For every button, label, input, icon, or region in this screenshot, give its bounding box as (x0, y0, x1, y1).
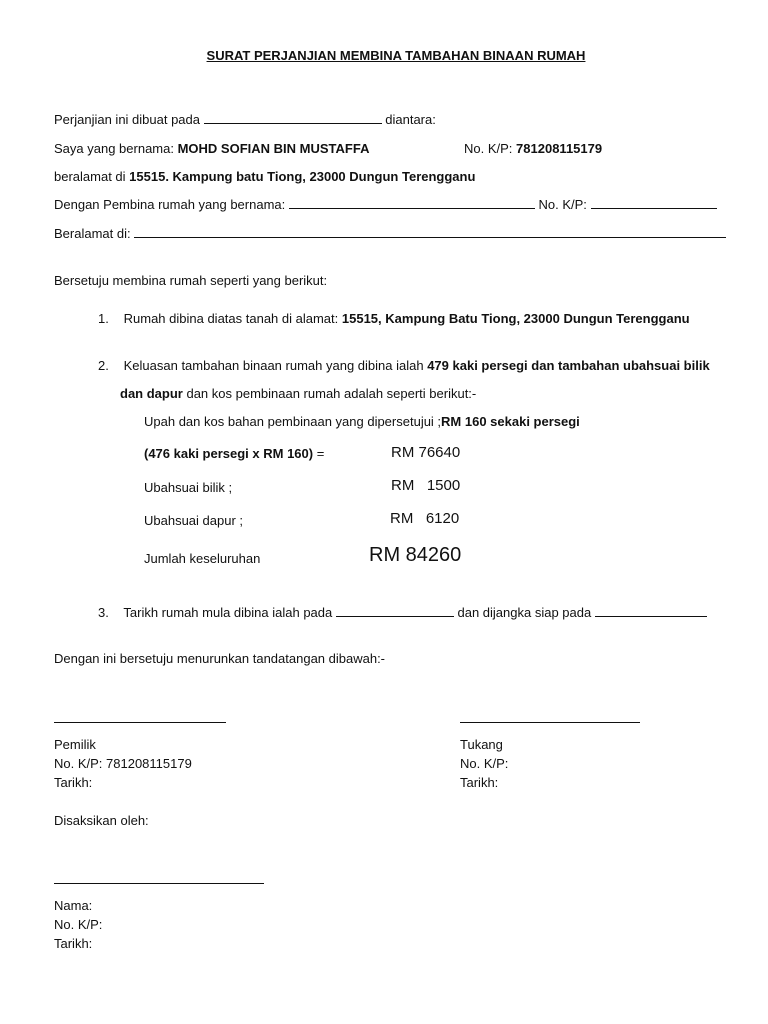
builder-sig-kp: No. K/P: (460, 756, 509, 771)
agreement-date-line (54, 112, 436, 128)
item2-rest: dan kos pembinaan rumah adalah seperti berikut:- (186, 386, 477, 401)
owner-name-label: Saya yang bernama: (54, 141, 174, 156)
item2-label: Keluasan tambahan binaan rumah yang dibina ialah (123, 358, 424, 373)
builder-signature-line (460, 722, 640, 723)
start-date-blank (336, 605, 454, 617)
owner-kp-line (464, 141, 602, 157)
builder-name-label: Dengan Pembina rumah yang bernama: (54, 197, 286, 212)
owner-address-label: beralamat di (54, 169, 126, 184)
witness-signature-line (54, 883, 264, 884)
date-blank (204, 112, 382, 124)
owner-name: MOHD SOFIAN BIN MUSTAFFA (177, 141, 370, 156)
total-label: Jumlah keseluruhan (144, 551, 261, 566)
witness-name: Nama: (54, 898, 93, 913)
calc-line (144, 446, 324, 462)
witness-kp: No. K/P: (54, 917, 103, 932)
list-item-2 (98, 358, 710, 374)
witness-date: Tarikh: (54, 936, 93, 951)
owner-sig-kp: No. K/P: 781208115179 (54, 756, 192, 771)
dapur-amount: RM 6120 (390, 510, 460, 527)
document-title: SURAT PERJANJIAN MEMBINA TAMBAHAN BINAAN RUMAH (206, 48, 586, 63)
calc-formula: (476 kaki persegi x RM 160) (144, 446, 314, 461)
item-number: 1. (98, 311, 109, 326)
rate-line (144, 414, 580, 430)
owner-kp-label: No. K/P: (464, 141, 513, 156)
calc-equals: = (316, 446, 325, 461)
builder-address-label: Beralamat di: (54, 226, 131, 241)
bilik-label: Ubahsuai bilik ; (144, 480, 233, 495)
builder-address-line (54, 226, 726, 242)
owner-sig-date: Tarikh: (54, 775, 93, 790)
list-item-2-cont (120, 386, 476, 402)
dapur-label: Ubahsuai dapur ; (144, 513, 244, 528)
list-item-1 (98, 311, 690, 327)
builder-sig-date: Tarikh: (460, 775, 499, 790)
owner-signature-line (54, 722, 226, 723)
consent-text: Dengan ini bersetuju menurunkan tandatangan dibawah:- (54, 651, 386, 666)
total-amount: RM 84260 (369, 544, 462, 566)
owner-kp: 781208115179 (516, 141, 603, 156)
rate-value: RM 160 sekaki persegi (441, 414, 580, 429)
owner-role: Pemilik (54, 737, 96, 752)
land-address: 15515, Kampung Batu Tiong, 23000 Dungun Terengganu (341, 311, 690, 326)
builder-kp-label: No. K/P: (538, 197, 587, 212)
owner-name-line (54, 141, 369, 157)
item-number: 3. (98, 605, 109, 620)
rate-label: Upah dan kos bahan pembinaan yang dipersetujui ; (144, 414, 442, 429)
calc-amount: RM 76640 (391, 444, 461, 461)
finish-date-label: dan dijangka siap pada (457, 605, 592, 620)
date-line-label: Perjanjian ini dibuat pada (54, 112, 200, 127)
renovation-scope: dan dapur (120, 386, 183, 401)
owner-address: 15515. Kampung batu Tiong, 23000 Dungun Terengganu (129, 169, 476, 184)
start-date-label: Tarikh rumah mula dibina ialah pada (123, 605, 333, 620)
builder-kp-blank (591, 197, 717, 209)
owner-address-line (54, 169, 475, 185)
item-number: 2. (98, 358, 109, 373)
builder-address-blank (134, 226, 726, 238)
builder-name-line (54, 197, 717, 213)
agree-heading: Bersetuju membina rumah seperti yang berikut: (54, 273, 328, 288)
witness-label: Disaksikan oleh: (54, 813, 149, 828)
build-area: 479 kaki persegi dan tambahan ubahsuai bilik (427, 358, 710, 373)
list-item-3 (98, 605, 707, 621)
date-line-suffix: diantara: (385, 112, 436, 127)
builder-role: Tukang (460, 737, 503, 752)
item1-label: Rumah dibina diatas tanah di alamat: (123, 311, 339, 326)
builder-name-blank (289, 197, 535, 209)
finish-date-blank (595, 605, 707, 617)
bilik-amount: RM 1500 (391, 477, 461, 494)
